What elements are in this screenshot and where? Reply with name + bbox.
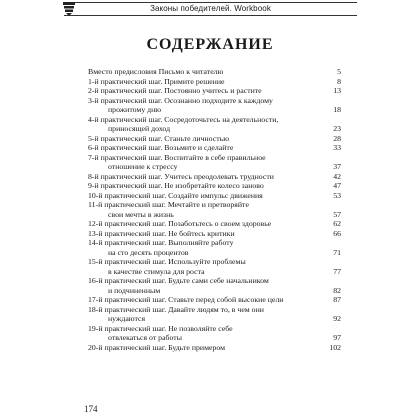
toc-entry-page: 71 <box>333 247 341 257</box>
page-number: 174 <box>84 404 98 414</box>
toc-entry-title <box>88 295 329 305</box>
toc-entry-line: 5-й практический шаг. Станьте личностью <box>88 133 230 143</box>
toc-entry <box>88 153 341 172</box>
toc-entry-title <box>88 67 329 77</box>
toc-entry-title <box>88 77 329 87</box>
toc-entry-line: 1-й практический шаг. Примите решение <box>88 76 225 86</box>
toc-entry-continuation: свои мечты в жизнь <box>108 209 174 219</box>
toc-entry-page: 28 <box>333 133 341 143</box>
toc-entry-line: 11-й практический шаг. Мечтайте и претворяйте <box>88 200 249 209</box>
toc-entry-page: 18 <box>333 105 341 114</box>
toc-entry <box>88 229 341 239</box>
toc-entry-continuation: на сто десять процентов <box>108 247 189 257</box>
toc-entry <box>88 115 341 134</box>
toc-entry-continuation: отношение к стрессу <box>108 162 178 171</box>
toc-entry <box>88 238 341 257</box>
toc-entry-page: 87 <box>333 295 341 304</box>
toc-entry-page: 97 <box>333 333 341 342</box>
toc-entry-title <box>88 172 329 182</box>
toc-entry-title <box>88 219 329 229</box>
toc-entry <box>88 200 341 219</box>
toc-entry-line: 14-й практический шаг. Выполняйте работу <box>88 238 234 247</box>
toc-entry-title <box>88 181 329 191</box>
toc-entry-continuation: в качестве стимула для роста <box>108 266 205 276</box>
toc-entry <box>88 257 341 276</box>
toc-entry <box>88 96 341 115</box>
running-header <box>64 2 357 16</box>
toc-entry-title <box>88 191 329 201</box>
toc-entry-line: 13-й практический шаг. Не бойтесь критики <box>88 228 235 238</box>
toc-entry-title <box>88 229 329 239</box>
toc-entry-page: 47 <box>333 181 341 190</box>
page-title: СОДЕРЖАНИЕ <box>146 36 274 53</box>
toc-entry-line: 15-й практический шаг. Используйте проблемы <box>88 257 246 266</box>
toc-entry <box>88 181 341 191</box>
toc-entry-title <box>88 200 329 219</box>
toc-entry-title <box>88 324 329 343</box>
toc-entry-page: 82 <box>333 285 341 295</box>
toc-entry-title <box>88 115 329 134</box>
toc-entry-line: 9-й практический шаг. Не изобретайте колесо заново <box>88 181 264 190</box>
toc-entry-page: 5 <box>337 67 341 76</box>
toc-entry-title <box>88 305 329 324</box>
toc-entry-page: 102 <box>329 342 341 352</box>
table-of-contents <box>88 67 341 352</box>
toc-entry-title <box>88 238 329 257</box>
toc-entry-line: 12-й практический шаг. Позаботьтесь о своем здоровье <box>88 219 272 228</box>
toc-entry-continuation: нуждаются <box>108 314 146 323</box>
toc-entry <box>88 134 341 144</box>
toc-entry-line: 19-й практический шаг. Не позволяйте себе <box>88 323 233 333</box>
toc-entry-line: 17-й практический шаг. Ставьте перед собой высокие цели <box>88 295 284 304</box>
toc-entry-page: 23 <box>333 124 341 133</box>
toc-entry-page: 33 <box>333 143 341 152</box>
toc-entry-line: 16-й практический шаг. Будьте сами себе начальником <box>88 276 269 285</box>
toc-entry-line: 7-й практический шаг. Воспитайте в себе правильное <box>88 152 266 162</box>
toc-entry-title <box>88 257 329 276</box>
toc-entry-title <box>88 96 329 115</box>
running-title: Законы победителей. Workbook <box>150 4 271 13</box>
toc-entry-page: 8 <box>337 76 341 86</box>
toc-entry-line: 20-й практический шаг. Будьте примером <box>88 342 226 352</box>
toc-entry-page: 42 <box>333 171 341 181</box>
toc-entry <box>88 86 341 96</box>
toc-entry-line: 8-й практический шаг. Учитесь преодолевать трудности <box>88 171 274 181</box>
toc-entry-line: 18-й практический шаг. Давайте людям то, в чем они <box>88 304 264 314</box>
toc-entry <box>88 324 341 343</box>
toc-entry <box>88 143 341 153</box>
toc-entry <box>88 77 341 87</box>
toc-entry <box>88 67 341 77</box>
toc-entry-page: 77 <box>333 266 341 276</box>
toc-entry-line: Вместо предисловия Письмо к читателю <box>88 67 224 76</box>
toc-entry-title <box>88 153 329 172</box>
toc-entry <box>88 305 341 324</box>
toc-entry-line: 2-й практический шаг. Постоянно учитесь и растите <box>88 86 262 95</box>
toc-entry-continuation: и подчиненным <box>108 285 161 295</box>
toc-entry-title <box>88 343 329 353</box>
toc-entry <box>88 276 341 295</box>
toc-entry <box>88 172 341 182</box>
toc-entry-page: 92 <box>333 314 341 323</box>
toc-entry-line: 4-й практический шаг. Сосредоточьтесь на деятельности, <box>88 114 279 124</box>
toc-entry <box>88 295 341 305</box>
toc-entry-line: 3-й практический шаг. Осознанно подходите к каждому <box>88 95 273 105</box>
toc-entry-title <box>88 276 329 295</box>
toc-entry-page: 66 <box>333 228 341 238</box>
toc-entry-line: 10-й практический шаг. Создайте импульс движения <box>88 190 263 200</box>
toc-entry-title <box>88 86 329 96</box>
toc-entry-continuation: прожитому дню <box>108 105 162 114</box>
toc-entry <box>88 191 341 201</box>
toc-entry-page: 62 <box>333 219 341 228</box>
toc-entry-line: 6-й практический шаг. Возьмите и сделайте <box>88 143 234 152</box>
toc-entry-title <box>88 134 329 144</box>
toc-entry-page: 37 <box>333 162 341 171</box>
toc-entry-title <box>88 143 329 153</box>
toc-entry-continuation: приносящей доход <box>108 124 171 133</box>
toc-entry-continuation: отвлекаться от работы <box>108 333 182 342</box>
toc-entry-page: 53 <box>333 190 341 200</box>
toc-entry-page: 57 <box>333 209 341 219</box>
toc-entry <box>88 343 341 353</box>
toc-entry-page: 13 <box>333 86 341 95</box>
toc-entry <box>88 219 341 229</box>
